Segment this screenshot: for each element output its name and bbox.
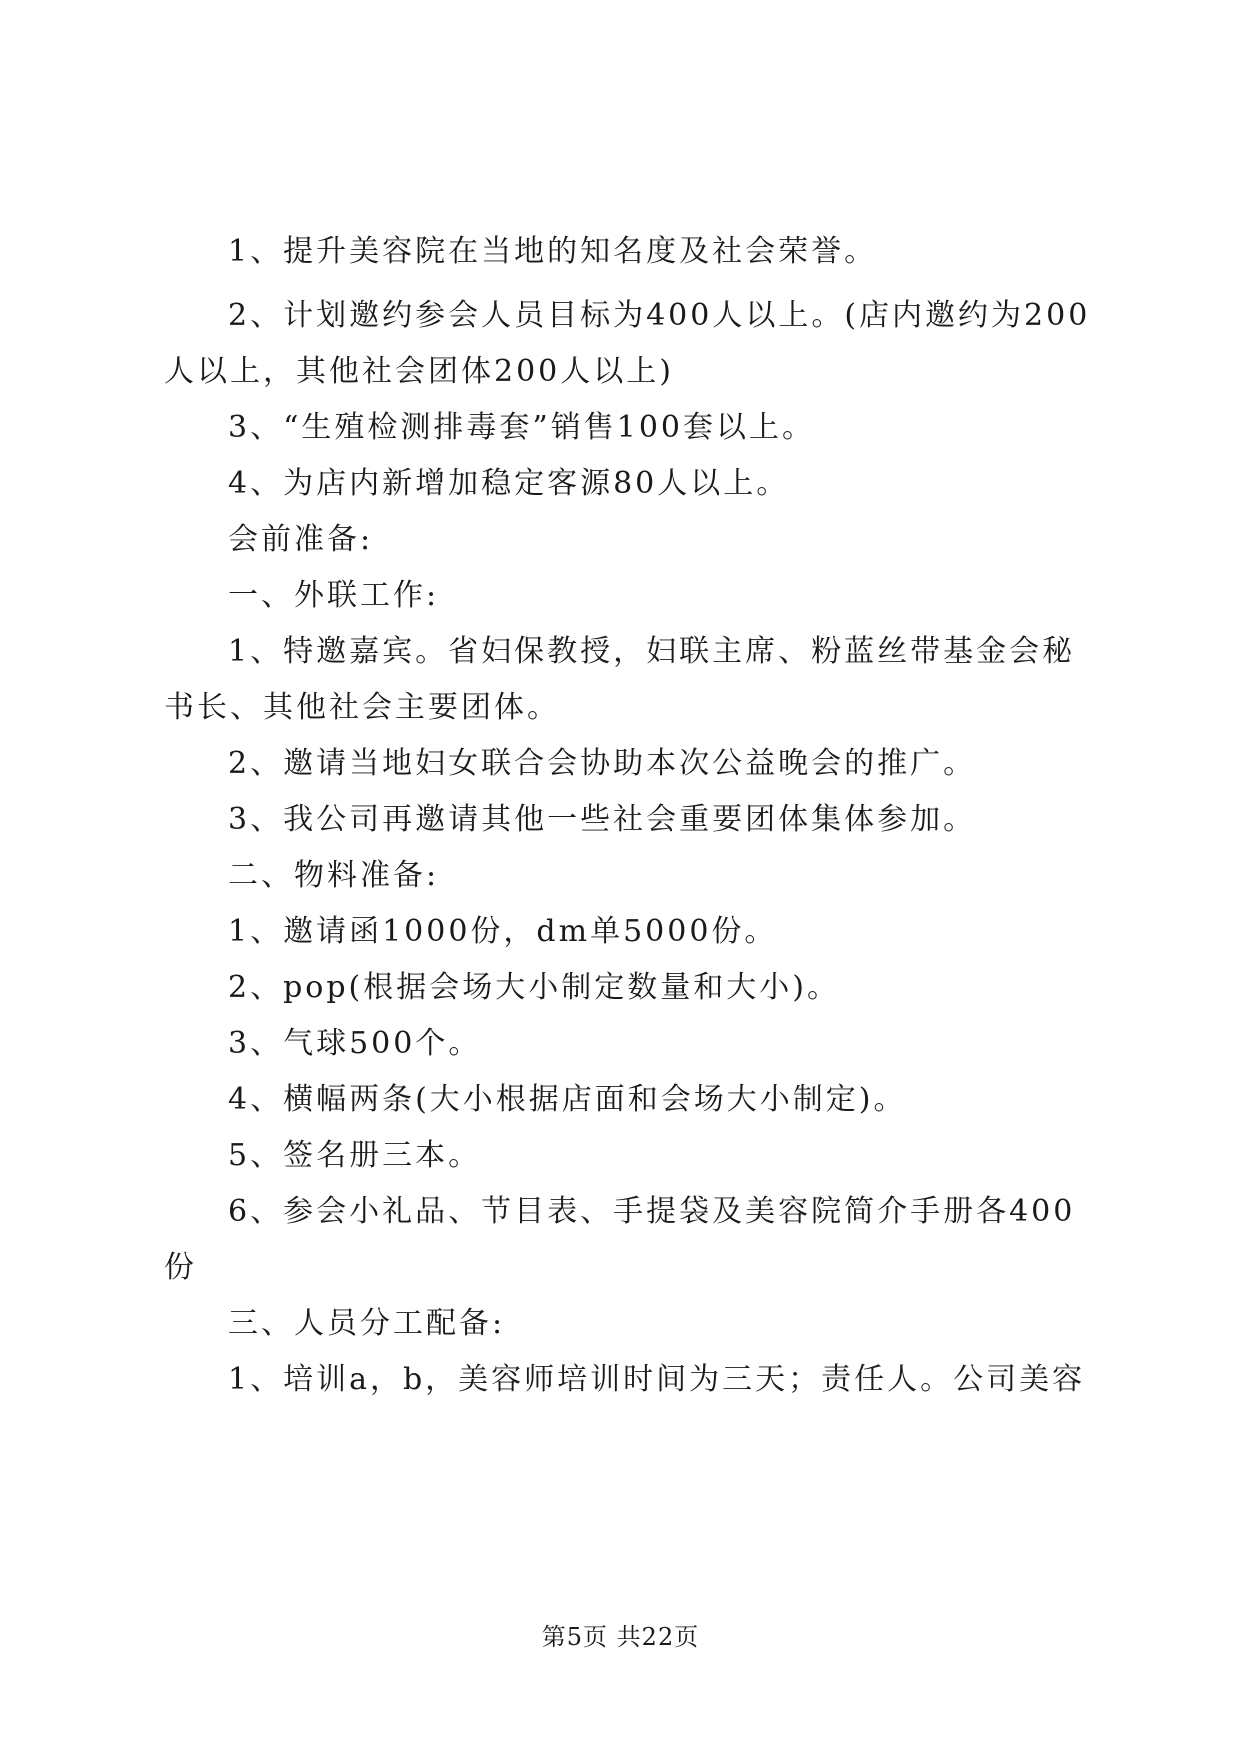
paragraph-materials-4: 4、横幅两条(大小根据店面和会场大小制定)。: [228, 1082, 907, 1117]
paragraph-goal-1: 1、提升美容院在当地的知名度及社会荣誉。: [228, 234, 878, 269]
section-heading-materials: 二、物料准备:: [228, 858, 440, 893]
section-heading-staffing: 三、人员分工配备:: [228, 1306, 506, 1341]
paragraph-materials-2: 2、pop(根据会场大小制定数量和大小)。: [228, 970, 840, 1005]
paragraph-outreach-2: 2、邀请当地妇女联合会协助本次公益晚会的推广。: [228, 746, 977, 781]
paragraph-outreach-1-cont: 书长、其他社会主要团体。: [164, 690, 560, 725]
paragraph-materials-5: 5、签名册三本。: [228, 1138, 482, 1173]
paragraph-materials-6-cont: 份: [164, 1250, 197, 1285]
paragraph-materials-3: 3、气球500个。: [228, 1026, 482, 1061]
paragraph-materials-1: 1、邀请函1000份，dm单5000份。: [228, 914, 778, 949]
paragraph-materials-6: 6、参会小礼品、节目表、手提袋及美容院简介手册各400: [228, 1194, 1076, 1229]
paragraph-goal-3: 3、“生殖检测排毒套”销售100套以上。: [228, 410, 816, 445]
paragraph-goal-4: 4、为店内新增加稳定客源80人以上。: [228, 466, 790, 501]
paragraph-goal-2: 2、计划邀约参会人员目标为400人以上。(店内邀约为200: [228, 298, 1091, 333]
paragraph-goal-2-cont: 人以上，其他社会团体200人以上): [164, 354, 674, 389]
section-heading-outreach: 一、外联工作:: [228, 578, 440, 613]
paragraph-staffing-1: 1、培训a，b，美容师培训时间为三天；责任人。公司美容: [228, 1362, 1086, 1397]
section-heading-preparation: 会前准备:: [228, 522, 374, 557]
paragraph-outreach-3: 3、我公司再邀请其他一些社会重要团体集体参加。: [228, 802, 977, 837]
page-number-footer: 第5页 共22页: [541, 1623, 700, 1651]
paragraph-outreach-1: 1、特邀嘉宾。省妇保教授，妇联主席、粉蓝丝带基金会秘: [228, 634, 1076, 669]
